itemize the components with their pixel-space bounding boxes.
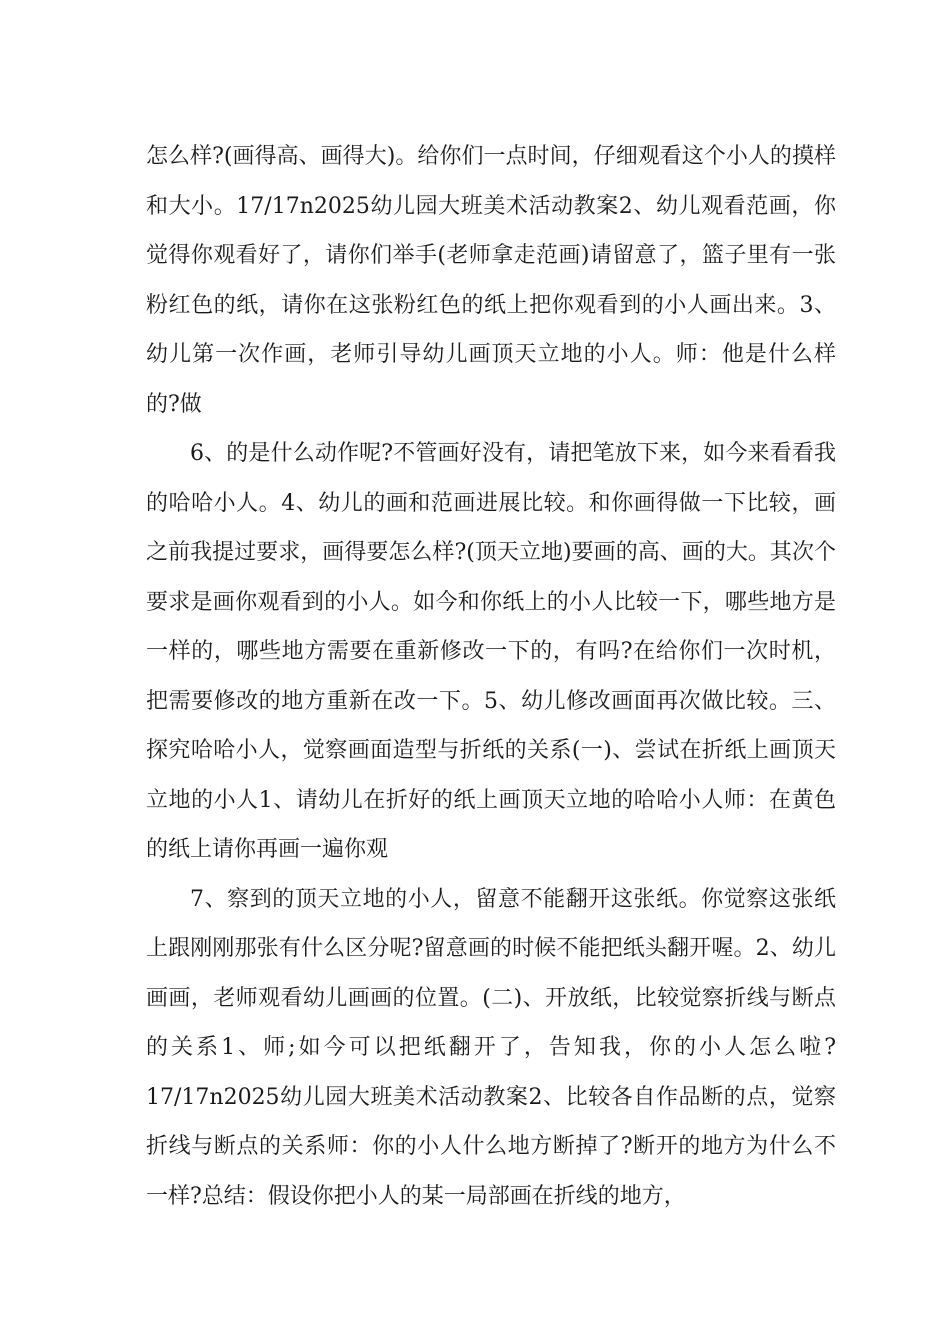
paragraph-3: 7、察到的顶天立地的小人，留意不能翻开这张纸。你觉察这张纸上跟刚刚那张有什么区分呢?留意画的时候不能把纸头翻开喔。2、幼儿画画，老师观看幼儿画画的位置。(二)、开放纸，比较觉察折线与断点的关系1、师;如今可以把纸翻开了，告知我，你的小人怎么啦?17/17n2025幼儿园大班美术活动教案2、比较各自作品断的点，觉察折线与断点的关系师：你的小人什么地方断掉了?断开的地方为什么不一样?总结：假设你把小人的某一局部画在折线的地方， — [146, 886, 836, 1209]
paragraph-1: 怎么样?(画得高、画得大)。给你们一点时间，仔细观看这个小人的摸样和大小。17/17n2025幼儿园大班美术活动教案2、幼儿观看范画，你觉得你观看好了，请你们举手(老师拿走范画)请留意了，篮子里有一张粉红色的纸，请你在这张粉红色的纸上把你观看到的小人画出来。3、幼儿第一次作画，老师引导幼儿画顶天立地的小人。师：他是什么样的?做 — [146, 144, 836, 417]
paragraph-2: 6、的是什么动作呢?不管画好没有，请把笔放下来，如今来看看我的哈哈小人。4、幼儿的画和范画进展比较。和你画得做一下比较，画之前我提过要求，画得要怎么样?(顶天立地)要画的高、画的大。其次个要求是画你观看到的小人。如今和你纸上的小人比较一下，哪些地方是一样的，哪些地方需要在重新修改一下的，有吗?在给你们一次时机，把需要修改的地方重新在改一下。5、幼儿修改画面再次做比较。三、探究哈哈小人，觉察画面造型与折纸的关系(一)、尝试在折纸上画顶天立地的小人1、请幼儿在折好的纸上画顶天立地的哈哈小人师：在黄色的纸上请你再画一遍你观 — [146, 441, 836, 862]
document-body — [146, 132, 836, 1221]
